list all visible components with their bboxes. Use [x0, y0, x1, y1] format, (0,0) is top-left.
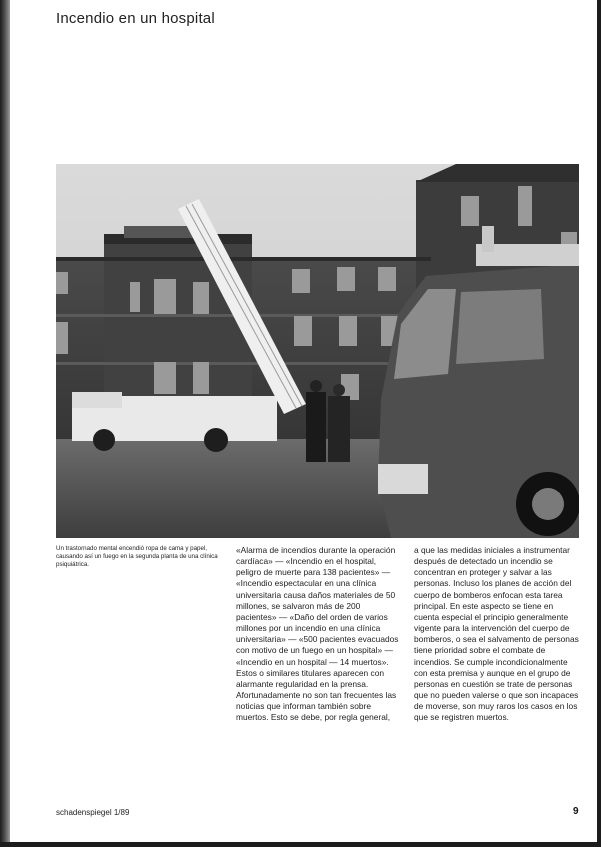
- article-paragraph: a que las medidas iniciales a instrumentar después de detectado un incendio se concentran en proteger y salvar a las personas. Incluso los planes de acción del cuerpo de bomberos enfocan esta tarea principal. En este aspecto se tiene en cuenta especial el principio generalmente vigente para la intervención del cuerpo de bomberos, o sea el salvamento de personas tiene prioridad sobre el combate de incendios. Se cumple incondicionalmente con esta premisa y aunque en el grupo de personas en cuestión se trate de personas que no pueden valerse o que son incapaces de moverse, son muy raros los casos en los que se registren muertos.: [414, 545, 579, 723]
- photo-caption: Un trastornado mental encendió ropa de cama y papel, causando así un fuego en la segunda planta de una clínica psiquiátrica.: [56, 545, 218, 568]
- hospital-fire-photo: [56, 164, 579, 538]
- article-paragraph: Estos o similares titulares aparecen con alarmante regularidad en la prensa. Afortunadamente no son tan frecuentes las noticias que informan también sobre muertos. Esto se debe, por regla general,: [236, 667, 397, 723]
- article-title: Incendio en un hospital: [56, 10, 215, 27]
- article-column-1: [236, 545, 402, 724]
- article-column-2: [414, 545, 580, 724]
- page-number: 9: [573, 806, 579, 817]
- page-right-edge: [597, 0, 601, 847]
- article-paragraph: «Alarma de incendios durante la operación cardíaca» — «Incendio en el hospital, peligro de muerte para 138 pacientes» — «Incendio espectacular en una clínica universitaria causa daños materiales de 50 millones, se salvaron más de 200 pacientes» — «Daño del orden de varios millones por un incendio en una clínica universitaria» — «500 pacientes evacuados con motivo de un fuego en un hospital» — «Incendio en un hospital — 14 muertos».: [236, 545, 399, 667]
- publication-name: schadenspiegel 1/89: [56, 808, 130, 817]
- page-bottom-edge: [0, 842, 601, 847]
